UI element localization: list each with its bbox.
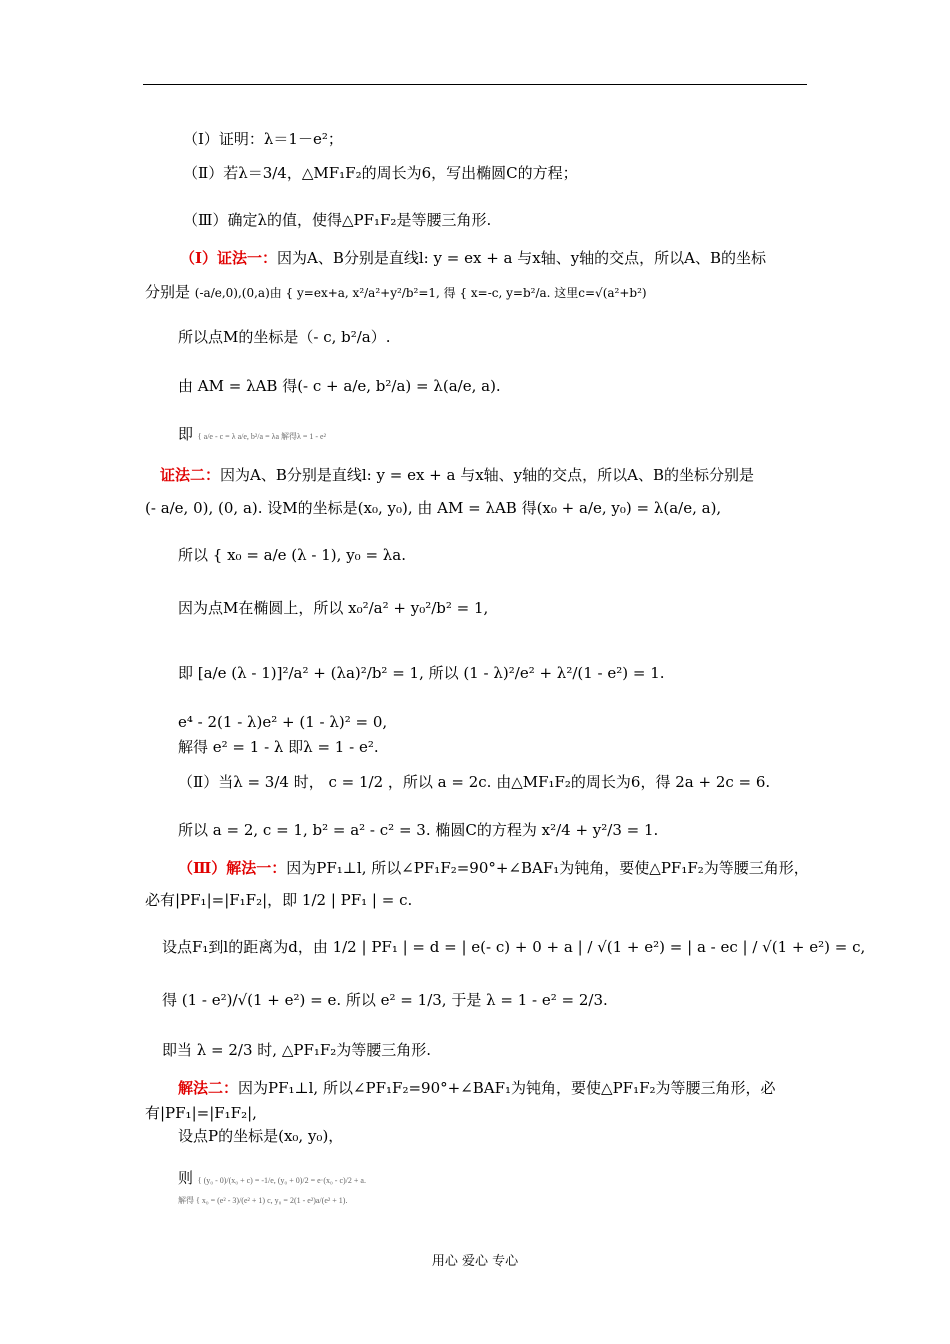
part3-line2: 必有|PF₁|=|F₁F₂|，即 1/2 | PF₁ | = c. <box>145 891 413 909</box>
part2-line1: （Ⅱ）当λ = 3/4 时， c = 1/2 ，所以 a = 2c. 由△MF₁F₂的周长为6，得 2a + 2c = 6. <box>178 773 771 791</box>
proof2-text1: 因为A、B分别是直线l: y = ex + a 与x轴、y轴的交点，所以A、B的坐标分别是 <box>220 466 755 484</box>
part3b-line3: 设点P的坐标是(x₀, y₀)， <box>178 1127 344 1145</box>
proof1-line2 <box>145 282 647 303</box>
proof2-line3: 所以 { x₀ = a/e (λ - 1), y₀ = λa. <box>178 546 407 564</box>
part3b-label4: 则 <box>178 1169 194 1187</box>
part3b-text1: 因为PF₁⊥l, 所以∠PF₁F₂=90°+∠BAF₁为钝角，要使△PF₁F₂为等腰三角形，必 <box>238 1079 776 1097</box>
proof2-line1 <box>160 465 754 485</box>
header-rule <box>143 84 807 85</box>
proof1-line1 <box>180 248 766 268</box>
proof2-line5: 即 [a/e (λ - 1)]²/a² + (λa)²/b² = 1, 所以 (1 - λ)²/e² + λ²/(1 - e²) = 1. <box>178 664 665 682</box>
proof1-label2: 分别是 <box>145 283 191 301</box>
part3b-line4 <box>178 1168 366 1188</box>
part3b-system2: 解得 { x₀ = (e² - 3)/(e² + 1) c, y₀ = 2(1 - e²)a/(e² + 1). <box>178 1196 348 1205</box>
proof1-label5: 即 <box>178 425 194 443</box>
proof2-line4: 因为点M在椭圆上，所以 x₀²/a² + y₀²/b² = 1, <box>178 599 489 617</box>
part3-heading: （Ⅲ）解法一： <box>178 859 287 877</box>
proof1-system2: { a/e - c = λ a/e, b²/a = λa 解得λ = 1 - e² <box>197 432 327 441</box>
question-3: （Ⅲ）确定λ的值，使得△PF₁F₂是等腰三角形. <box>183 211 492 229</box>
part3-line1 <box>178 858 809 878</box>
page-footer: 用心 爱心 专心 <box>431 1254 519 1269</box>
proof2-line7: 解得 e² = 1 - λ 即λ = 1 - e². <box>178 738 379 756</box>
part3-line4: 得 (1 - e²)/√(1 + e²) = e. 所以 e² = 1/3, 于是 λ = 1 - e² = 2/3. <box>162 991 608 1009</box>
part3b-line1 <box>178 1078 776 1098</box>
proof1-line3: 所以点M的坐标是（- c, b²/a）. <box>178 328 391 346</box>
part3b-line5 <box>178 1188 347 1208</box>
proof2-line2: (- a/e, 0), (0, a). 设M的坐标是(x₀, y₀), 由 AM = λAB 得(x₀ + a/e, y₀) = λ(a/e, a), <box>145 499 722 517</box>
proof2-heading: 证法二： <box>160 466 221 484</box>
proof2-line6: e⁴ - 2(1 - λ)e² + (1 - λ)² = 0, <box>178 713 388 731</box>
proof1-heading: （Ⅰ）证法一： <box>180 249 278 267</box>
part3-text1: 因为PF₁⊥l, 所以∠PF₁F₂=90°+∠BAF₁为钝角，要使△PF₁F₂为等腰三角形， <box>286 859 809 877</box>
part3-line3: 设点F₁到l的距离为d，由 1/2 | PF₁ | = d = | e(- c) + 0 + a | / √(1 + e²) = | a - ec | / √(1 + e²) = c, <box>162 938 866 956</box>
proof1-line4: 由 AM = λAB 得(- c + a/e, b²/a) = λ(a/e, a). <box>178 377 501 395</box>
part3b-heading: 解法二： <box>178 1079 239 1097</box>
part3-line5: 即当 λ = 2/3 时, △PF₁F₂为等腰三角形. <box>162 1041 432 1059</box>
part3b-line2: 有|PF₁|=|F₁F₂|, <box>145 1104 257 1122</box>
part3b-system1: { (y₀ - 0)/(x₀ + c) = -1/e, (y₀ + 0)/2 = e·(x₀ - c)/2 + a. <box>197 1176 366 1185</box>
proof1-system: (-a/e,0),(0,a)由 { y=ex+a, x²/a²+y²/b²=1, 得 { x=-c, y=b²/a. 这里c=√(a²+b²) <box>194 286 647 300</box>
question-1: （Ⅰ）证明：λ＝1－e²； <box>183 130 343 148</box>
question-2: （Ⅱ）若λ＝3/4，△MF₁F₂的周长为6，写出椭圆C的方程； <box>183 164 578 182</box>
proof1-line5 <box>178 424 326 444</box>
part2-line2: 所以 a = 2, c = 1, b² = a² - c² = 3. 椭圆C的方程为 x²/4 + y²/3 = 1. <box>178 821 659 839</box>
proof1-text1: 因为A、B分别是直线l: y = ex + a 与x轴、y轴的交点，所以A、B的坐标 <box>277 249 767 267</box>
